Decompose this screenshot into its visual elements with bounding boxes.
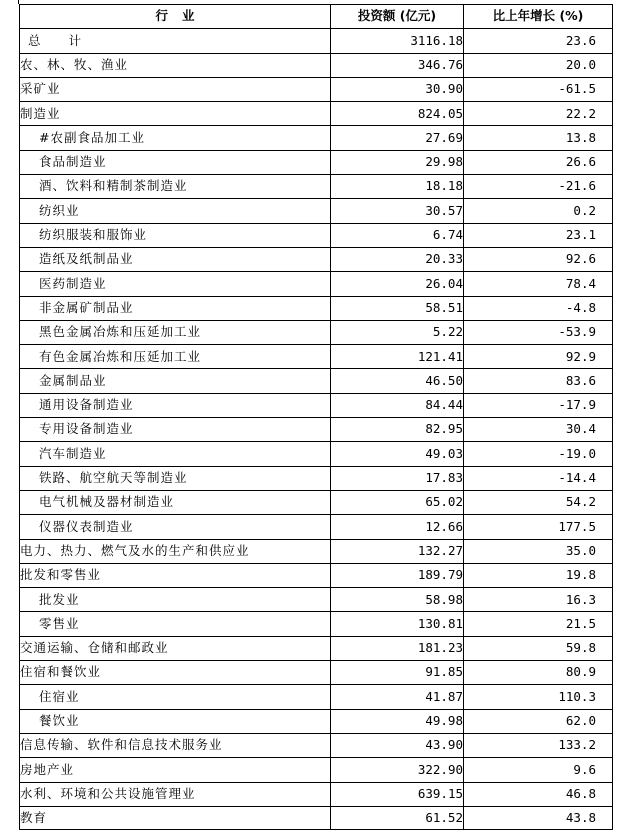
header-investment: 投资额 (亿元) xyxy=(331,5,464,29)
investment-cell: 26.04 xyxy=(331,272,464,296)
growth-cell: 30.4 xyxy=(464,418,613,442)
industry-name-cell: 制造业 xyxy=(20,102,331,126)
industry-name-cell: 仪器仪表制造业 xyxy=(20,515,331,539)
investment-cell: 132.27 xyxy=(331,539,464,563)
investment-cell: 82.95 xyxy=(331,418,464,442)
growth-cell: 0.2 xyxy=(464,199,613,223)
investment-cell: 49.03 xyxy=(331,442,464,466)
table-row xyxy=(20,320,613,344)
investment-cell: 61.52 xyxy=(331,806,464,829)
growth-cell: -4.8 xyxy=(464,296,613,320)
table-row xyxy=(20,782,613,806)
growth-cell: -19.0 xyxy=(464,442,613,466)
growth-cell: 16.3 xyxy=(464,588,613,612)
table-row xyxy=(20,126,613,150)
table-row xyxy=(20,661,613,685)
industry-name-cell: 医药制造业 xyxy=(20,272,331,296)
table-row xyxy=(20,758,613,782)
investment-cell: 18.18 xyxy=(331,175,464,199)
table-row xyxy=(20,393,613,417)
table-row xyxy=(20,247,613,271)
growth-cell: -14.4 xyxy=(464,466,613,490)
table-row xyxy=(20,709,613,733)
investment-cell: 181.23 xyxy=(331,636,464,660)
growth-cell: 23.6 xyxy=(464,29,613,53)
table-row xyxy=(20,296,613,320)
industry-name-cell: 汽车制造业 xyxy=(20,442,331,466)
table-row xyxy=(20,102,613,126)
investment-by-industry-table xyxy=(19,4,613,830)
growth-cell: 92.6 xyxy=(464,247,613,271)
table-row xyxy=(20,539,613,563)
investment-cell: 3116.18 xyxy=(331,29,464,53)
growth-cell: 43.8 xyxy=(464,806,613,829)
investment-cell: 30.57 xyxy=(331,199,464,223)
industry-name-cell: 酒、饮料和精制茶制造业 xyxy=(20,175,331,199)
growth-cell: 21.5 xyxy=(464,612,613,636)
growth-cell: -53.9 xyxy=(464,320,613,344)
industry-name-cell: 交通运输、仓储和邮政业 xyxy=(20,636,331,660)
table-row xyxy=(20,272,613,296)
investment-cell: 5.22 xyxy=(331,320,464,344)
industry-name-cell: 黑色金属冶炼和压延加工业 xyxy=(20,320,331,344)
industry-name-cell: 通用设备制造业 xyxy=(20,393,331,417)
header-row xyxy=(20,5,613,29)
table-body xyxy=(20,29,613,830)
table-row xyxy=(20,685,613,709)
industry-name-cell: 造纸及纸制品业 xyxy=(20,247,331,271)
table-row xyxy=(20,175,613,199)
table-row xyxy=(20,442,613,466)
growth-cell: 35.0 xyxy=(464,539,613,563)
investment-cell: 12.66 xyxy=(331,515,464,539)
growth-cell: 92.9 xyxy=(464,345,613,369)
investment-cell: 30.90 xyxy=(331,77,464,101)
growth-cell: 133.2 xyxy=(464,733,613,757)
industry-name-cell: 农、林、牧、渔业 xyxy=(20,53,331,77)
industry-name-cell: 教育 xyxy=(20,806,331,829)
growth-cell: 78.4 xyxy=(464,272,613,296)
growth-cell: 83.6 xyxy=(464,369,613,393)
growth-cell: 177.5 xyxy=(464,515,613,539)
growth-cell: 9.6 xyxy=(464,758,613,782)
industry-name-cell: 铁路、航空航天等制造业 xyxy=(20,466,331,490)
corner-mark xyxy=(0,0,19,4)
header-industry: 行业 xyxy=(20,5,331,29)
table-row xyxy=(20,636,613,660)
header-growth: 比上年增长 (%) xyxy=(464,5,613,29)
growth-cell: -61.5 xyxy=(464,77,613,101)
growth-cell: 59.8 xyxy=(464,636,613,660)
table-row xyxy=(20,53,613,77)
growth-cell: 23.1 xyxy=(464,223,613,247)
industry-name-cell: 纺织业 xyxy=(20,199,331,223)
investment-cell: 43.90 xyxy=(331,733,464,757)
industry-name-cell: 电气机械及器材制造业 xyxy=(20,490,331,514)
investment-cell: 29.98 xyxy=(331,150,464,174)
table-row xyxy=(20,490,613,514)
investment-cell: 189.79 xyxy=(331,563,464,587)
growth-cell: 22.2 xyxy=(464,102,613,126)
table-row xyxy=(20,612,613,636)
investment-cell: 322.90 xyxy=(331,758,464,782)
table-row xyxy=(20,29,613,53)
investment-cell: 58.98 xyxy=(331,588,464,612)
table-row xyxy=(20,466,613,490)
investment-cell: 91.85 xyxy=(331,661,464,685)
table-row xyxy=(20,515,613,539)
investment-cell: 121.41 xyxy=(331,345,464,369)
growth-cell: 20.0 xyxy=(464,53,613,77)
industry-name-cell: #农副食品加工业 xyxy=(20,126,331,150)
investment-cell: 41.87 xyxy=(331,685,464,709)
growth-cell: -21.6 xyxy=(464,175,613,199)
investment-cell: 84.44 xyxy=(331,393,464,417)
industry-name-cell: 金属制品业 xyxy=(20,369,331,393)
investment-cell: 824.05 xyxy=(331,102,464,126)
investment-cell: 27.69 xyxy=(331,126,464,150)
table-row xyxy=(20,199,613,223)
industry-name-cell: 非金属矿制品业 xyxy=(20,296,331,320)
growth-cell: -17.9 xyxy=(464,393,613,417)
growth-cell: 26.6 xyxy=(464,150,613,174)
investment-cell: 6.74 xyxy=(331,223,464,247)
table-row xyxy=(20,369,613,393)
investment-cell: 46.50 xyxy=(331,369,464,393)
industry-name-cell: 批发和零售业 xyxy=(20,563,331,587)
industry-name-cell: 总计 xyxy=(20,29,331,53)
table-row xyxy=(20,150,613,174)
growth-cell: 62.0 xyxy=(464,709,613,733)
investment-cell: 20.33 xyxy=(331,247,464,271)
industry-name-cell: 信息传输、软件和信息技术服务业 xyxy=(20,733,331,757)
table-row xyxy=(20,77,613,101)
investment-cell: 65.02 xyxy=(331,490,464,514)
investment-cell: 346.76 xyxy=(331,53,464,77)
industry-name-cell: 电力、热力、燃气及水的生产和供应业 xyxy=(20,539,331,563)
industry-name-cell: 采矿业 xyxy=(20,77,331,101)
industry-name-cell: 住宿业 xyxy=(20,685,331,709)
table-row xyxy=(20,806,613,829)
table-row xyxy=(20,418,613,442)
industry-name-cell: 纺织服装和服饰业 xyxy=(20,223,331,247)
growth-cell: 19.8 xyxy=(464,563,613,587)
industry-name-cell: 专用设备制造业 xyxy=(20,418,331,442)
growth-cell: 110.3 xyxy=(464,685,613,709)
growth-cell: 46.8 xyxy=(464,782,613,806)
investment-cell: 49.98 xyxy=(331,709,464,733)
industry-name-cell: 餐饮业 xyxy=(20,709,331,733)
table-row xyxy=(20,223,613,247)
industry-name-cell: 批发业 xyxy=(20,588,331,612)
table-row xyxy=(20,733,613,757)
industry-name-cell: 房地产业 xyxy=(20,758,331,782)
industry-name-cell: 零售业 xyxy=(20,612,331,636)
industry-name-cell: 食品制造业 xyxy=(20,150,331,174)
industry-name-cell: 水利、环境和公共设施管理业 xyxy=(20,782,331,806)
growth-cell: 80.9 xyxy=(464,661,613,685)
industry-name-cell: 有色金属冶炼和压延加工业 xyxy=(20,345,331,369)
investment-cell: 58.51 xyxy=(331,296,464,320)
investment-cell: 17.83 xyxy=(331,466,464,490)
table-row xyxy=(20,345,613,369)
table-row xyxy=(20,563,613,587)
growth-cell: 13.8 xyxy=(464,126,613,150)
investment-cell: 639.15 xyxy=(331,782,464,806)
industry-name-cell: 住宿和餐饮业 xyxy=(20,661,331,685)
growth-cell: 54.2 xyxy=(464,490,613,514)
investment-cell: 130.81 xyxy=(331,612,464,636)
table-row xyxy=(20,588,613,612)
